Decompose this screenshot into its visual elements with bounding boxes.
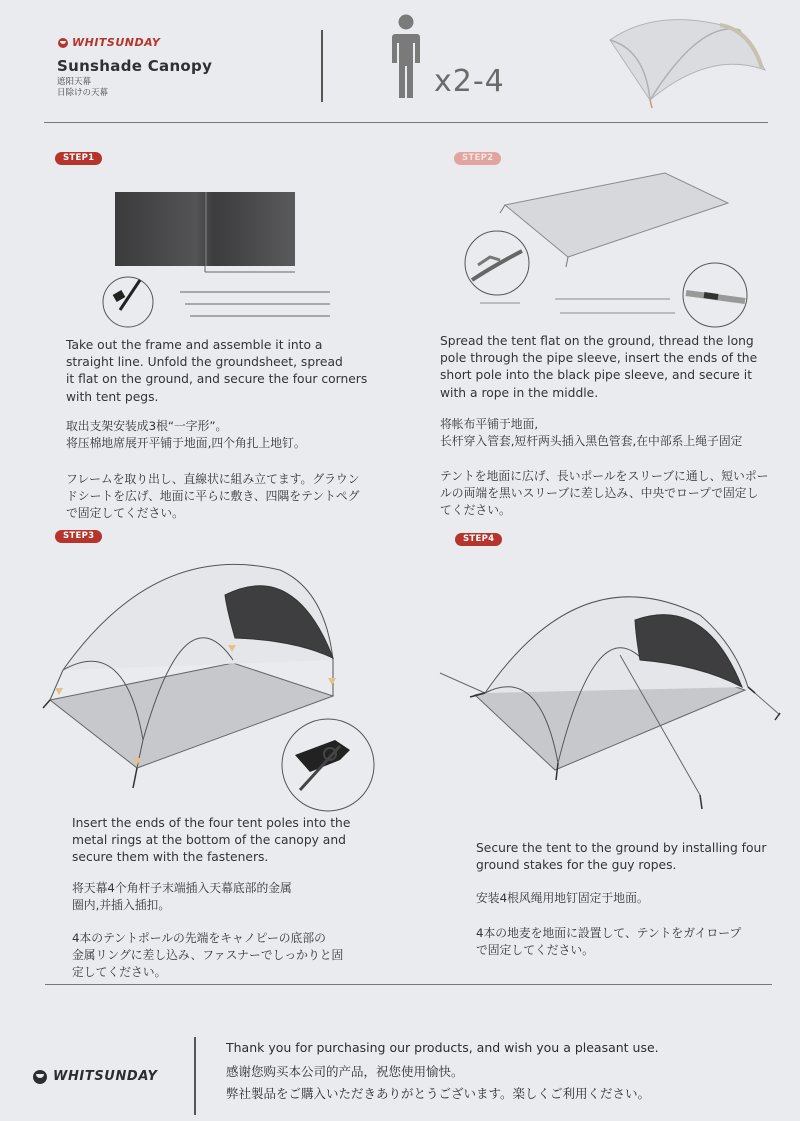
footer-rule bbox=[45, 984, 772, 985]
footer-thanks-cn: 感谢您购买本公司的产品，祝您使用愉快。 bbox=[226, 1064, 464, 1079]
step3-illustration bbox=[35, 550, 380, 815]
step4-text-jp: 4本の地麦を地面に設置して、テントをガイロープ で固定してください。 bbox=[476, 926, 742, 958]
brand-name: WHITSUNDAY bbox=[72, 36, 161, 49]
step3-text-en: Insert the ends of the four tent poles into the metal rings at the bottom of the canopy and secure them with the fasteners. bbox=[72, 816, 351, 865]
product-subtitle-cn: 遮阳天幕 bbox=[57, 77, 92, 87]
footer-brand-mark-icon bbox=[33, 1070, 47, 1084]
step2-text-en: Spread the tent flat on the ground, thread the long pole through the pipe sleeve, insert the ends of the short pole into the black pipe sleeve, and secure it with a rope in the middle. bbox=[440, 334, 758, 400]
canopy-thumbnail bbox=[590, 10, 780, 110]
footer-brand-name: WHITSUNDAY bbox=[53, 1069, 158, 1084]
step2-badge: STEP2 bbox=[454, 152, 501, 165]
step1-text-en: Take out the frame and assemble it into a straight line. Unfold the groundsheet, spread it flat on the ground, and secure the four corners with tent pegs. bbox=[66, 338, 368, 404]
step4-badge: STEP4 bbox=[455, 533, 502, 546]
brand-mark-icon bbox=[58, 38, 68, 48]
step3-text-cn: 将天幕4个角杆子末端插入天幕底部的金属 圈内,并插入插扣。 bbox=[72, 881, 292, 913]
step3-text-jp: 4本のテントポールの先端をキャノピーの底部の 金属リングに差し込み、ファスナーでしっかりと固 定してください。 bbox=[72, 931, 344, 980]
footer-divider bbox=[194, 1037, 196, 1115]
footer-thanks-en: Thank you for purchasing our products, and wish you a pleasant use. bbox=[226, 1040, 659, 1055]
footer-thanks-jp: 弊社製品をご購入いただきありがとうございます。楽しくご利用ください。 bbox=[226, 1086, 651, 1101]
header-divider bbox=[321, 30, 323, 102]
step2-illustration bbox=[460, 165, 760, 335]
step4-text-en: Secure the tent to the ground by installing four ground stakes for the guy ropes. bbox=[476, 841, 767, 873]
person-icon bbox=[386, 12, 430, 102]
capacity-count: x2-4 bbox=[434, 64, 505, 99]
step1-text-jp: フレームを取り出し、直線状に組み立てます。グラウン ドシートを広げ、地面に平らに敷き、四隅をテントペグ で固定してください。 bbox=[66, 472, 360, 521]
step1-illustration bbox=[100, 180, 350, 330]
product-subtitle-jp: 日除けの天幕 bbox=[57, 88, 109, 98]
step2-text-jp: テントを地面に広げ、長いポールをスリーブに通し、短いポー ルの両端を黒いスリーブに差し込み、中央でロープで固定し てください。 bbox=[440, 469, 769, 518]
step1-badge: STEP1 bbox=[55, 152, 102, 165]
product-title: Sunshade Canopy bbox=[57, 57, 213, 75]
brand-logo bbox=[58, 36, 160, 49]
step1-text-cn: 取出支架安装成3根“一字形”。 将压棉地席展开平铺于地面,四个角扎上地钉。 bbox=[66, 419, 306, 451]
step3-badge: STEP3 bbox=[55, 530, 102, 543]
header-rule bbox=[44, 122, 768, 123]
step4-illustration bbox=[430, 575, 795, 820]
step2-text-cn: 将帐布平铺于地面, 长杆穿入管套,短杆两头插入黑色管套,在中部系上绳子固定 bbox=[440, 417, 743, 449]
step4-text-cn: 安装4根风绳用地钉固定于地面。 bbox=[476, 891, 649, 905]
footer-brand-logo bbox=[33, 1069, 158, 1084]
